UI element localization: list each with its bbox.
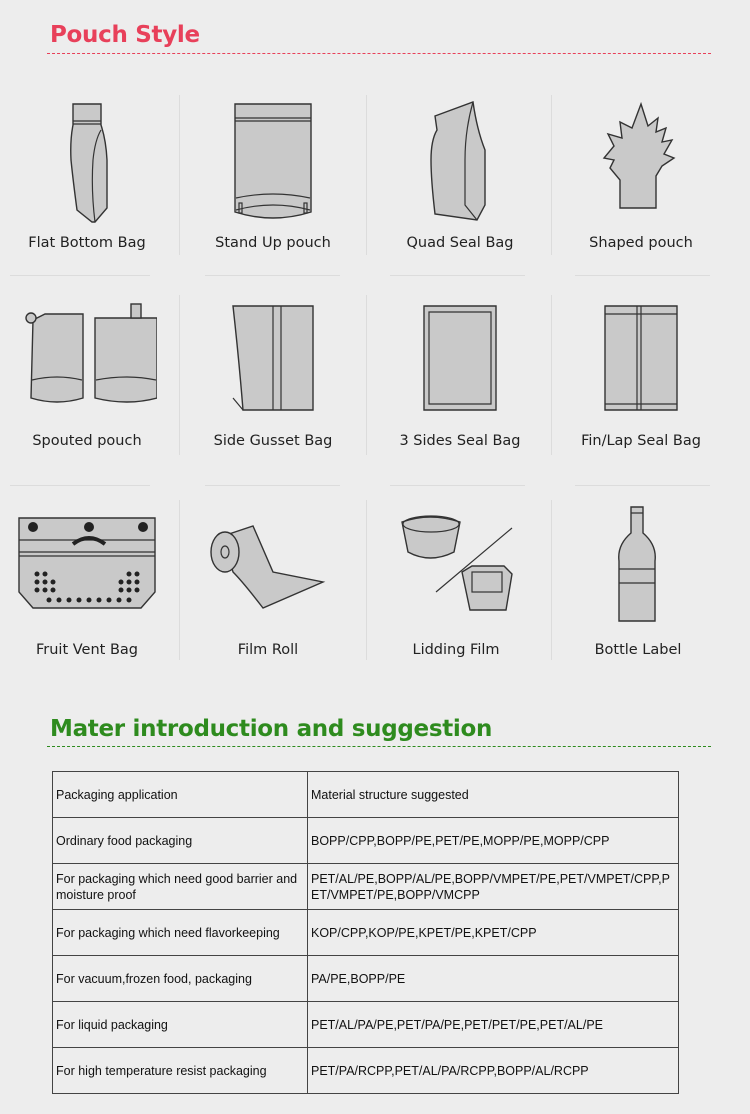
pouch-label: Spouted pouch xyxy=(32,433,142,449)
material-cell: PET/AL/PE,BOPP/AL/PE,BOPP/VMPET/PE,PET/VMPET/CPP,PET/VMPET/PE,BOPP/VMCPP xyxy=(308,864,679,910)
grid-divider xyxy=(575,485,710,486)
pouch-label: 3 Sides Seal Bag xyxy=(399,433,521,449)
pouch-item-spouted-pouch xyxy=(0,300,177,460)
pouch-label: Lidding Film xyxy=(412,642,500,658)
title-divider xyxy=(47,53,711,54)
grid-divider xyxy=(390,485,525,486)
pouch-item-lidding-film xyxy=(366,512,546,672)
bottle-label-icon xyxy=(613,505,663,625)
pouch-label: Fruit Vent Bag xyxy=(36,642,138,658)
material-section-title: Mater introduction and suggestion xyxy=(50,716,493,742)
pouch-style-title: Pouch Style xyxy=(50,22,200,48)
application-cell: For packaging which need good barrier and moisture proof xyxy=(53,864,308,910)
pouch-item-shaped-pouch xyxy=(551,100,731,260)
quad-seal-bag-icon xyxy=(425,100,495,225)
pouch-item-quad-seal-bag xyxy=(370,100,550,260)
spouted-pouch-icon xyxy=(17,300,157,410)
three-sides-seal-bag-icon xyxy=(420,300,500,415)
pouch-item-three-sides-seal-bag xyxy=(370,300,550,460)
grid-divider xyxy=(10,275,150,276)
grid-divider xyxy=(366,95,367,255)
application-cell: For vacuum,frozen food, packaging xyxy=(53,956,308,1002)
pouch-label: Quad Seal Bag xyxy=(406,235,514,251)
material-cell: BOPP/CPP,BOPP/PE,PET/PE,MOPP/PE,MOPP/CPP xyxy=(308,818,679,864)
pouch-item-stand-up-pouch xyxy=(183,100,363,260)
header-cell: Material structure suggested xyxy=(308,772,679,818)
grid-divider xyxy=(390,275,525,276)
pouch-item-bottle-label xyxy=(548,505,728,665)
application-cell: For high temperature resist packaging xyxy=(53,1048,308,1094)
pouch-item-film-roll xyxy=(178,512,358,672)
fin-lap-seal-bag-icon xyxy=(601,300,681,415)
side-gusset-bag-icon xyxy=(223,300,323,415)
fruit-vent-bag-icon xyxy=(17,512,157,612)
grid-divider xyxy=(10,485,150,486)
pouch-label: Shaped pouch xyxy=(589,235,693,251)
material-cell: PET/AL/PA/PE,PET/PA/PE,PET/PET/PE,PET/AL/PE xyxy=(308,1002,679,1048)
table-row xyxy=(53,1048,679,1094)
shaped-pouch-icon xyxy=(596,100,686,215)
pouch-label: Stand Up pouch xyxy=(215,235,331,251)
material-cell: PET/PA/RCPP,PET/AL/PA/RCPP,BOPP/AL/RCPP xyxy=(308,1048,679,1094)
pouch-item-side-gusset-bag xyxy=(183,300,363,460)
grid-divider xyxy=(575,275,710,276)
pouch-item-fin-lap-seal-bag xyxy=(551,300,731,460)
table-row xyxy=(53,956,679,1002)
table-row xyxy=(53,1002,679,1048)
pouch-item-fruit-vent-bag xyxy=(0,512,177,672)
grid-divider xyxy=(179,95,180,255)
pouch-label: Side Gusset Bag xyxy=(213,433,333,449)
grid-divider xyxy=(179,295,180,455)
material-cell: PA/PE,BOPP/PE xyxy=(308,956,679,1002)
table-header-row xyxy=(53,772,679,818)
grid-divider xyxy=(366,295,367,455)
pouch-label: Flat Bottom Bag xyxy=(28,235,146,251)
grid-divider xyxy=(205,275,340,276)
material-table xyxy=(52,771,679,1094)
pouch-item-flat-bottom-bag xyxy=(0,100,177,260)
material-cell: KOP/CPP,KOP/PE,KPET/PE,KPET/CPP xyxy=(308,910,679,956)
pouch-label: Fin/Lap Seal Bag xyxy=(581,433,701,449)
grid-divider xyxy=(205,485,340,486)
film-roll-icon xyxy=(203,512,333,612)
application-cell: Ordinary food packaging xyxy=(53,818,308,864)
title-divider xyxy=(47,746,711,747)
table-row xyxy=(53,818,679,864)
flat-bottom-bag-icon xyxy=(57,100,117,225)
table-row xyxy=(53,864,679,910)
application-cell: For packaging which need flavorkeeping xyxy=(53,910,308,956)
pouch-label: Film Roll xyxy=(237,642,299,658)
table-row xyxy=(53,910,679,956)
lidding-film-icon xyxy=(396,512,516,622)
pouch-label: Bottle Label xyxy=(594,642,682,658)
application-cell: For liquid packaging xyxy=(53,1002,308,1048)
header-cell: Packaging application xyxy=(53,772,308,818)
stand-up-pouch-icon xyxy=(233,100,313,225)
